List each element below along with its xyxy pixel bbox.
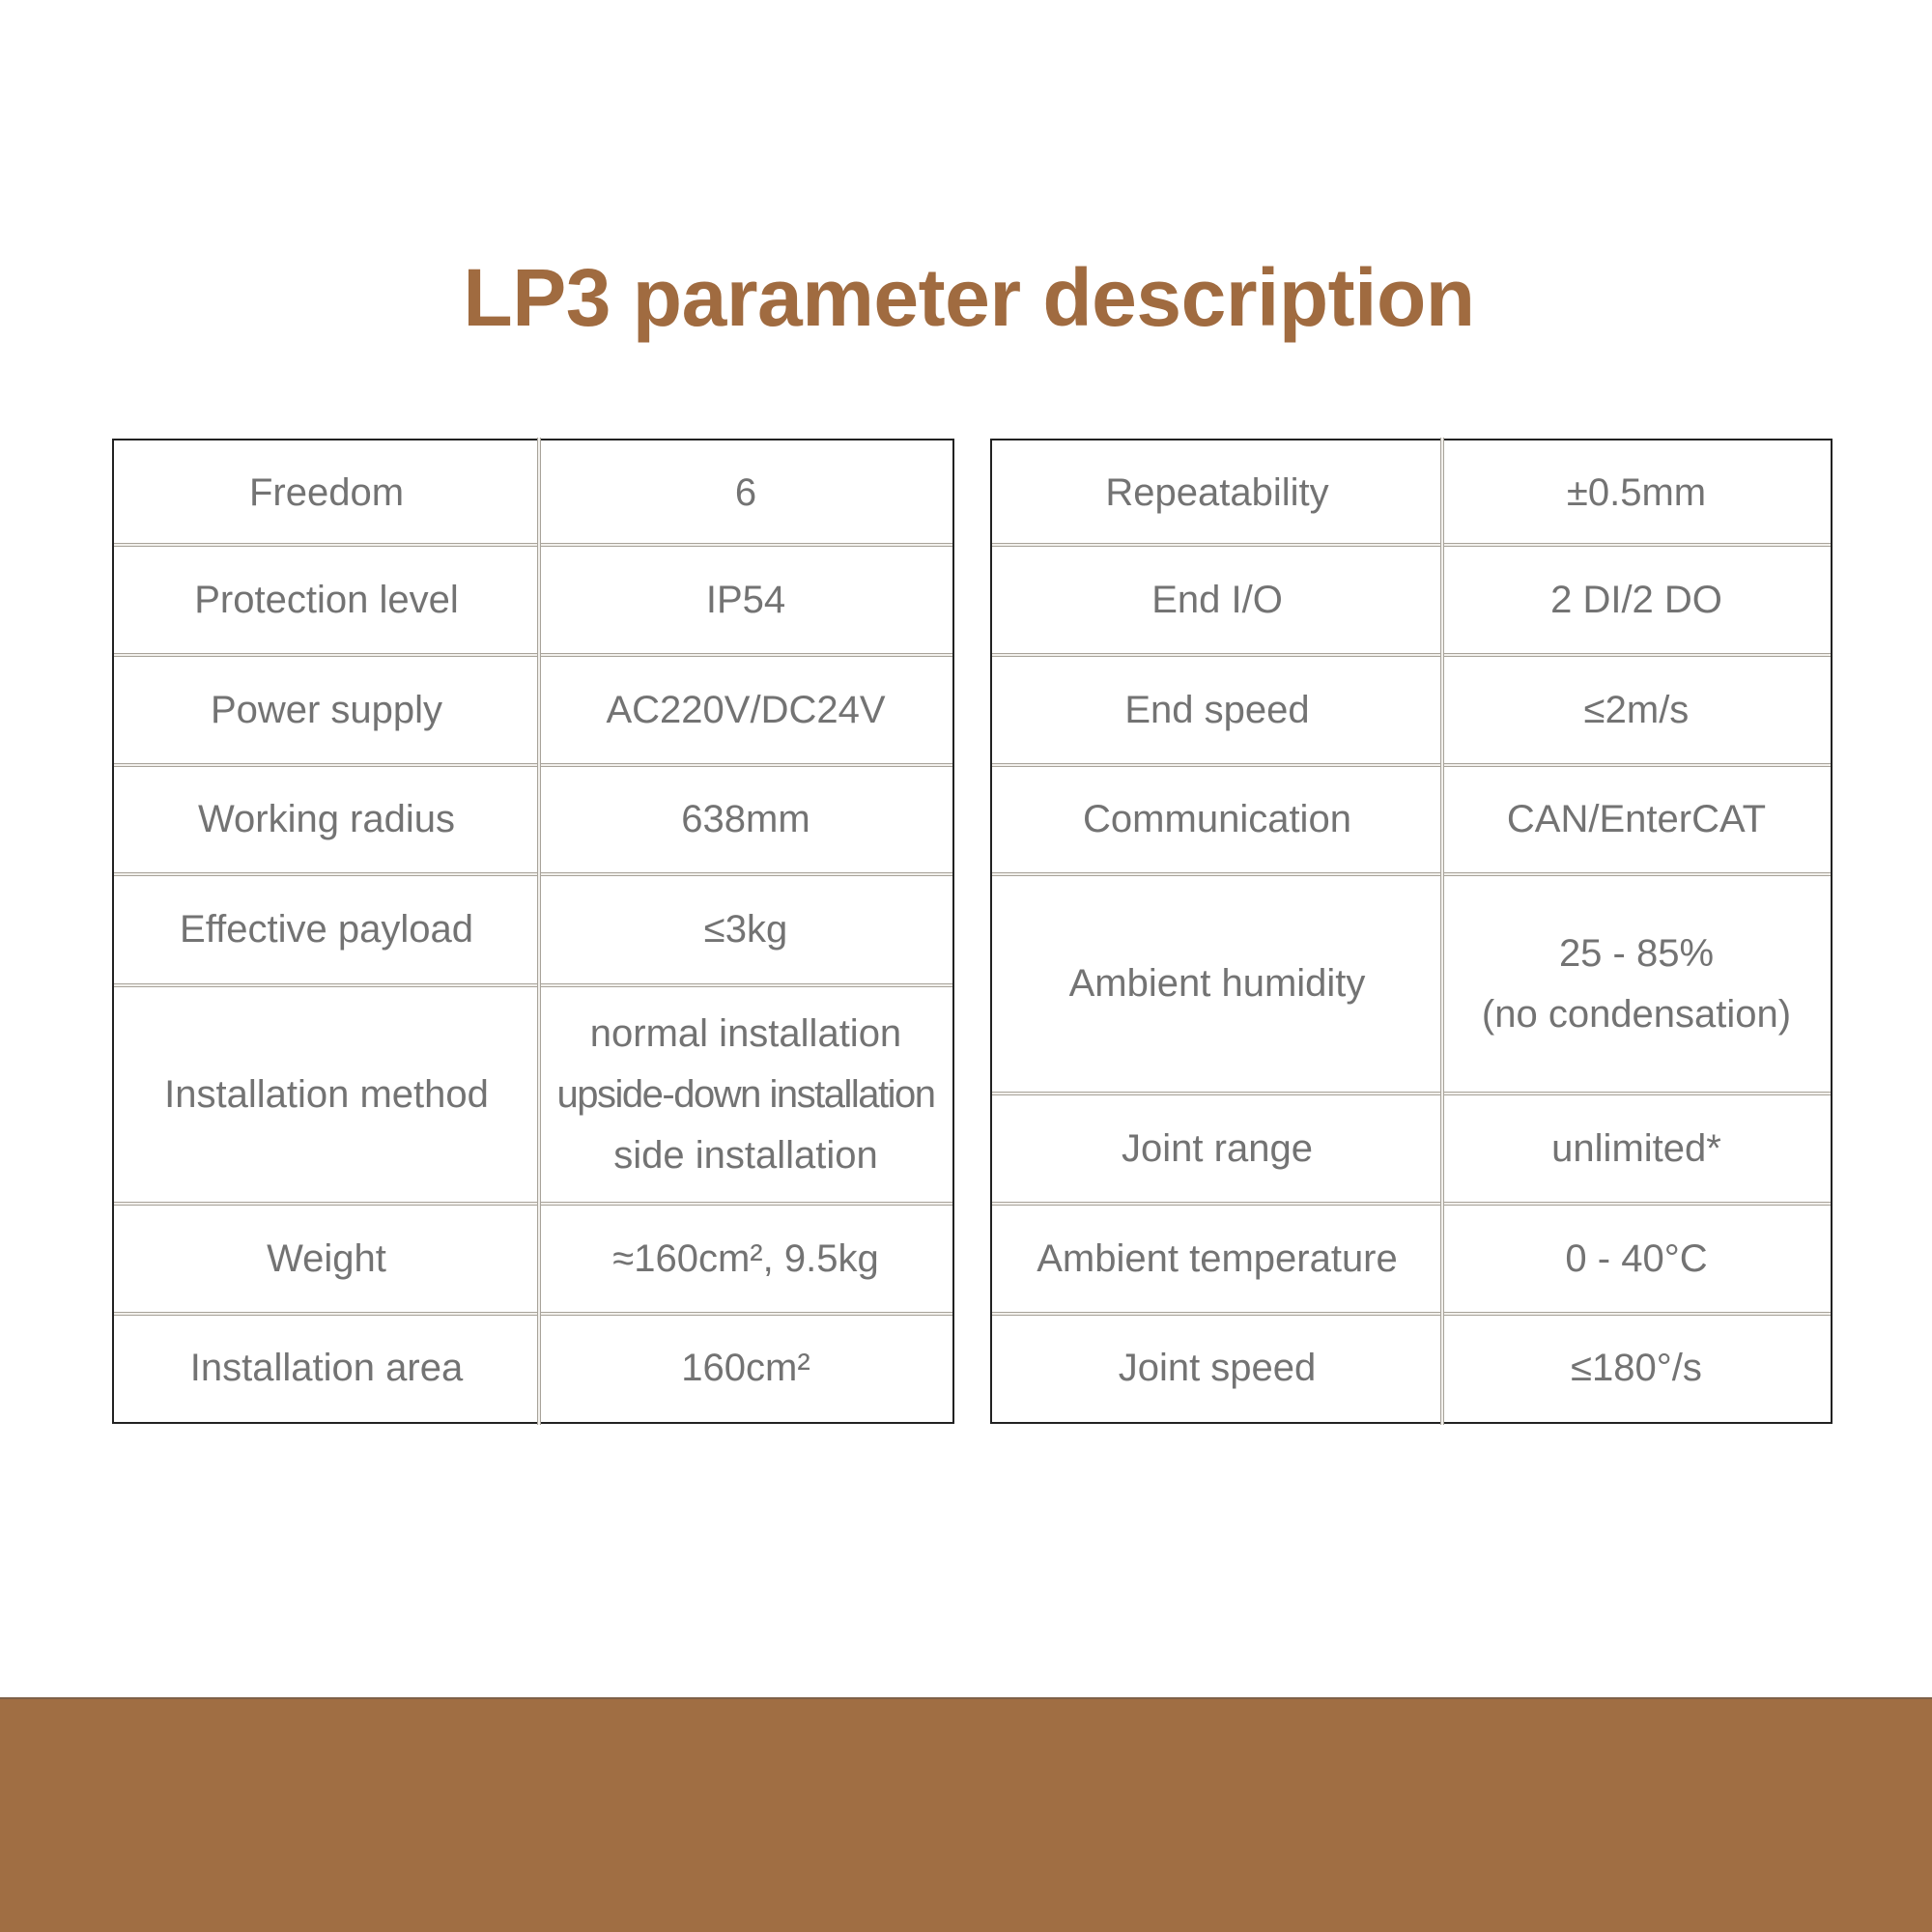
param-label: End I/O bbox=[992, 546, 1442, 654]
param-value: ≤3kg bbox=[703, 908, 788, 951]
table-row bbox=[114, 1205, 952, 1313]
table-row bbox=[114, 440, 952, 545]
param-label: Working radius bbox=[114, 766, 539, 873]
value-line: 25 - 85% bbox=[1558, 931, 1715, 975]
param-value: 6 bbox=[734, 470, 757, 514]
param-label: Installation area bbox=[114, 1315, 539, 1422]
table-row bbox=[114, 875, 952, 984]
table-row bbox=[992, 766, 1831, 873]
param-label: Power supply bbox=[114, 656, 539, 764]
table-row bbox=[114, 986, 952, 1203]
spec-table-left bbox=[112, 439, 954, 1424]
spec-table-right bbox=[990, 439, 1833, 1424]
footer-band bbox=[0, 1697, 1932, 1932]
param-value: IP54 bbox=[705, 578, 786, 621]
param-value: AC220V/DC24V bbox=[606, 688, 886, 731]
param-label: Ambient humidity bbox=[992, 875, 1442, 1093]
param-value: ≤180°/s bbox=[1571, 1347, 1702, 1389]
table-row bbox=[992, 656, 1831, 764]
param-label: Joint speed bbox=[992, 1315, 1442, 1422]
param-value: 638mm bbox=[681, 798, 810, 840]
table-row bbox=[992, 1315, 1831, 1422]
value-line: normal installation bbox=[589, 1011, 902, 1055]
value-line: (no condensation) bbox=[1481, 992, 1792, 1036]
table-row bbox=[992, 1094, 1831, 1203]
param-value: CAN/EnterCAT bbox=[1506, 798, 1767, 840]
table-row bbox=[114, 546, 952, 654]
param-value: ≤2m/s bbox=[1583, 688, 1690, 731]
param-label: Freedom bbox=[114, 440, 539, 545]
param-label: Protection level bbox=[114, 546, 539, 654]
table-row bbox=[992, 440, 1831, 545]
table-row bbox=[114, 766, 952, 873]
page-title: LP3 parameter description bbox=[463, 252, 1475, 343]
param-label: Repeatability bbox=[992, 440, 1442, 545]
param-label: Joint range bbox=[992, 1094, 1442, 1203]
param-value bbox=[539, 986, 952, 1203]
param-label: Installation method bbox=[114, 986, 539, 1203]
param-label: Weight bbox=[114, 1205, 539, 1313]
param-value: 160cm² bbox=[681, 1347, 810, 1389]
param-label: Ambient temperature bbox=[992, 1205, 1442, 1313]
table-row bbox=[114, 656, 952, 764]
table-row bbox=[992, 546, 1831, 654]
value-line: upside-down installation bbox=[556, 1072, 935, 1116]
param-value: 2 DI/2 DO bbox=[1550, 578, 1722, 621]
param-value: ≈160cm², 9.5kg bbox=[612, 1236, 879, 1280]
param-value: unlimited* bbox=[1551, 1126, 1721, 1170]
param-value: 0 - 40°C bbox=[1565, 1236, 1708, 1280]
param-value: ±0.5mm bbox=[1566, 470, 1707, 514]
param-label: Communication bbox=[992, 766, 1442, 873]
value-line: side installation bbox=[613, 1133, 878, 1177]
param-value bbox=[1442, 875, 1831, 1093]
table-row bbox=[992, 875, 1831, 1093]
table-row bbox=[992, 1205, 1831, 1313]
param-label: End speed bbox=[992, 656, 1442, 764]
table-row bbox=[114, 1315, 952, 1422]
param-label: Effective payload bbox=[114, 875, 539, 984]
